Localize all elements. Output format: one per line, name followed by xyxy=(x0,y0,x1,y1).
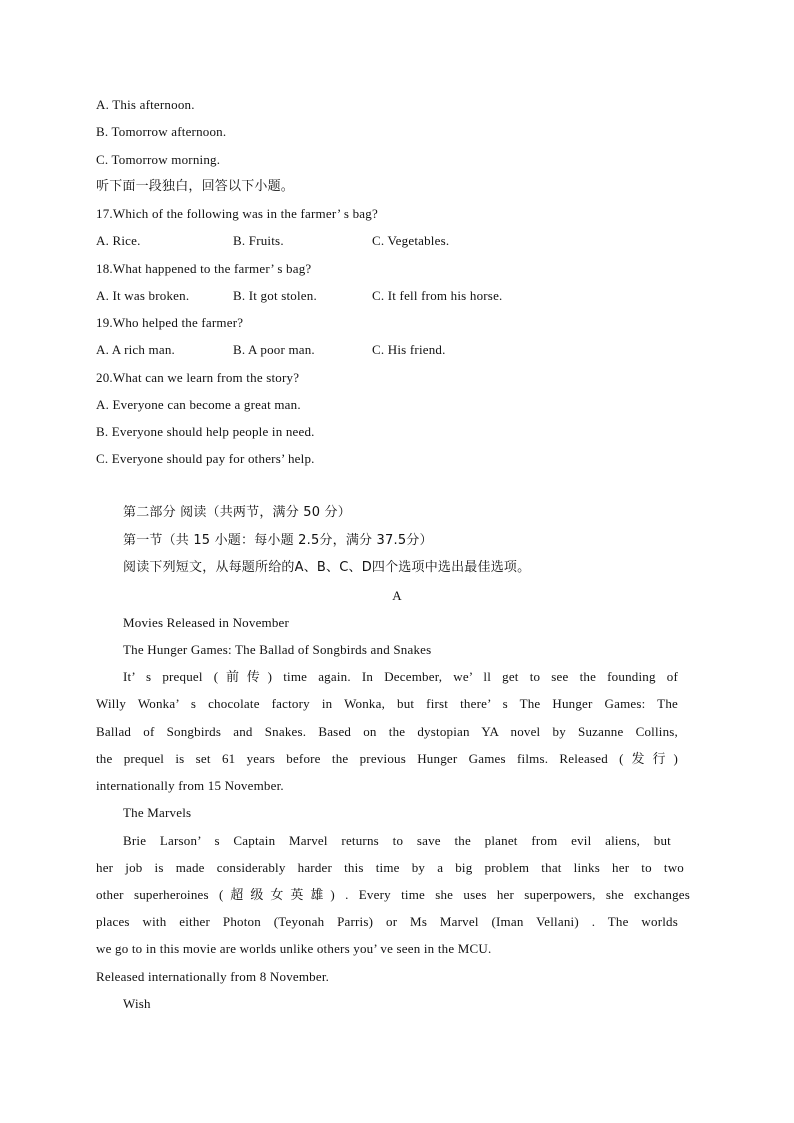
monologue-instruction: 听下面一段独白，回答以下小题。 xyxy=(96,179,295,194)
part-two-title: 第二部分 阅读（共两节，满分 50 分） xyxy=(123,505,351,520)
q19-stem: 19.Who helped the farmer? xyxy=(96,315,244,330)
movie2-title: The Marvels xyxy=(123,805,192,820)
q18-option-c: C. It fell from his horse. xyxy=(372,288,503,303)
movie2-line-5: we go to in this movie are worlds unlike others you’ ve seen in the MCU. xyxy=(96,941,492,956)
q20-option-a: A. Everyone can become a great man. xyxy=(96,397,301,412)
q17-stem: 17.Which of the following was in the farmer’ s bag? xyxy=(96,206,378,221)
passage-heading: Movies Released in November xyxy=(123,615,290,630)
q16-option-c: C. Tomorrow morning. xyxy=(96,152,221,167)
q18-stem: 18.What happened to the farmer’ s bag? xyxy=(96,261,312,276)
q16-option-a: A. This afternoon. xyxy=(96,97,195,112)
movie1-line-2: Willy Wonka’ s chocolate factory in Wonka, but first there’ s The Hunger Games: The xyxy=(96,696,678,711)
q18-option-b: B. It got stolen. xyxy=(233,288,317,303)
movie2-line-4: places with either Photon (Teyonah Parris) or Ms Marvel (Iman Vellani) . The worlds xyxy=(96,914,678,929)
movie2-line-1: Brie Larson’ s Captain Marvel returns to save the planet from evil aliens, but xyxy=(123,833,671,848)
movie1-line-1: It’ s prequel (前传) time again. In December, we’ ll get to see the founding of xyxy=(123,669,678,684)
q17-option-a: A. Rice. xyxy=(96,233,141,248)
q17-option-c: C. Vegetables. xyxy=(372,233,450,248)
passage-label: A xyxy=(392,588,402,603)
q20-stem: 20.What can we learn from the story? xyxy=(96,370,300,385)
movie2-line-2: her job is made considerably harder this time by a big problem that links her to two xyxy=(96,860,684,875)
section-one-title: 第一节（共 15 小题：每小题 2.5分，满分 37.5分） xyxy=(123,533,433,548)
q18-option-a: A. It was broken. xyxy=(96,288,190,303)
q16-option-b: B. Tomorrow afternoon. xyxy=(96,124,227,139)
movie1-line-4: the prequel is set 61 years before the previous Hunger Games films. Released (发行) xyxy=(96,751,678,766)
movie2-line-6: Released internationally from 8 November. xyxy=(96,969,330,984)
q20-option-c: C. Everyone should pay for others’ help. xyxy=(96,451,315,466)
movie3-title: Wish xyxy=(123,996,151,1011)
q19-option-c: C. His friend. xyxy=(372,342,446,357)
q17-option-b: B. Fruits. xyxy=(233,233,284,248)
q19-option-b: B. A poor man. xyxy=(233,342,315,357)
movie2-line-3: other superheroines (超级女英雄) . Every time she uses her superpowers, she exchanges xyxy=(96,887,690,902)
reading-instruction: 阅读下列短文，从每题所给的A、B、C、D四个选项中选出最佳选项。 xyxy=(123,560,531,575)
q20-option-b: B. Everyone should help people in need. xyxy=(96,424,315,439)
movie1-title: The Hunger Games: The Ballad of Songbirds and Snakes xyxy=(123,642,432,657)
q19-option-a: A. A rich man. xyxy=(96,342,175,357)
movie1-line-3: Ballad of Songbirds and Snakes. Based on the dystopian YA novel by Suzanne Collins, xyxy=(96,724,678,739)
movie1-line-5: internationally from 15 November. xyxy=(96,778,284,793)
